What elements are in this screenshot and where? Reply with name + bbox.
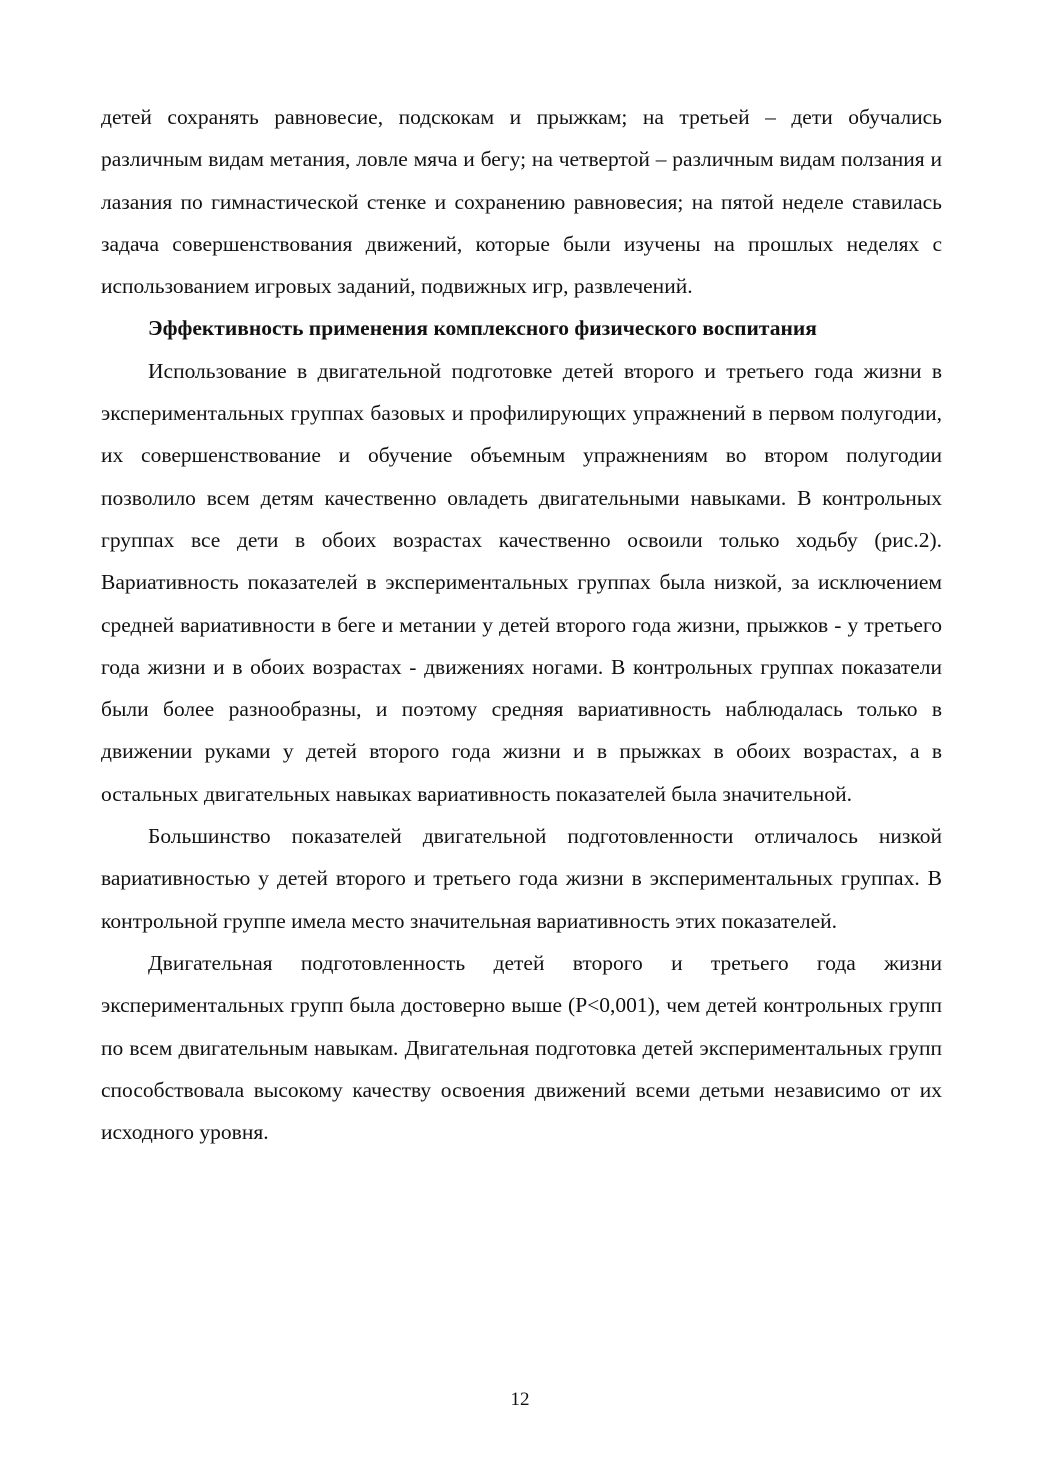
paragraph-motor-readiness: Двигательная подготовленность детей второго и третьего года жизни экспериментальных групп была достоверно выше (P<0,001), чем детей контрольных групп по всем двигательным навыкам. Двигательная подготовка детей экспериментальных групп способствовала высокому качеству освоения движений всеми детьми независимо от их исходного уровня.	[101, 950, 942, 1145]
page-number: 12	[510, 1389, 530, 1410]
paragraph-continued: детей сохранять равновесие, подскокам и прыжкам; на третьей – дети обучались различным видам метания, ловле мяча и бегу; на четвертой – различным видам ползания и лазания по гимнастической стенке и сохранению равновесия; на пятой неделе ставилась задача совершенствования движений, которые были изучены на прошлых неделях с использованием игровых заданий, подвижных игр, развлечений.	[101, 105, 942, 299]
body-text	[101, 96, 942, 1153]
section-heading: Эффективность применения комплексного физического воспитания	[148, 316, 817, 341]
paragraph-variability: Большинство показателей двигательной подготовленности отличалось низкой вариативностью у детей второго и третьего года жизни в экспериментальных группах. В контрольной группе имела место значительная вариативность этих показателей.	[101, 824, 942, 933]
paragraph-effectiveness: Использование в двигательной подготовке детей второго и третьего года жизни в экспериментальных группах базовых и профилирующих упражнений в первом полугодии, их совершенствование и обучение объемным упражнениям во втором полугодии позволило всем детям качественно овладеть двигательными навыками. В контрольных группах все дети в обоих возрастах качественно освоили только ходьбу (рис.2). Вариативность показателей в экспериментальных группах была низкой, за исключением средней вариативности в беге и метании у детей второго года жизни, прыжков - у третьего года жизни и в обоих возрастах - движениях ногами. В контрольных группах показатели были более разнообразны, и поэтому средняя вариативность наблюдалась только в движении руками у детей второго года жизни и в прыжках в обоих возрастах, а в остальных двигательных навыках вариативность показателей была значительной.	[101, 358, 942, 806]
